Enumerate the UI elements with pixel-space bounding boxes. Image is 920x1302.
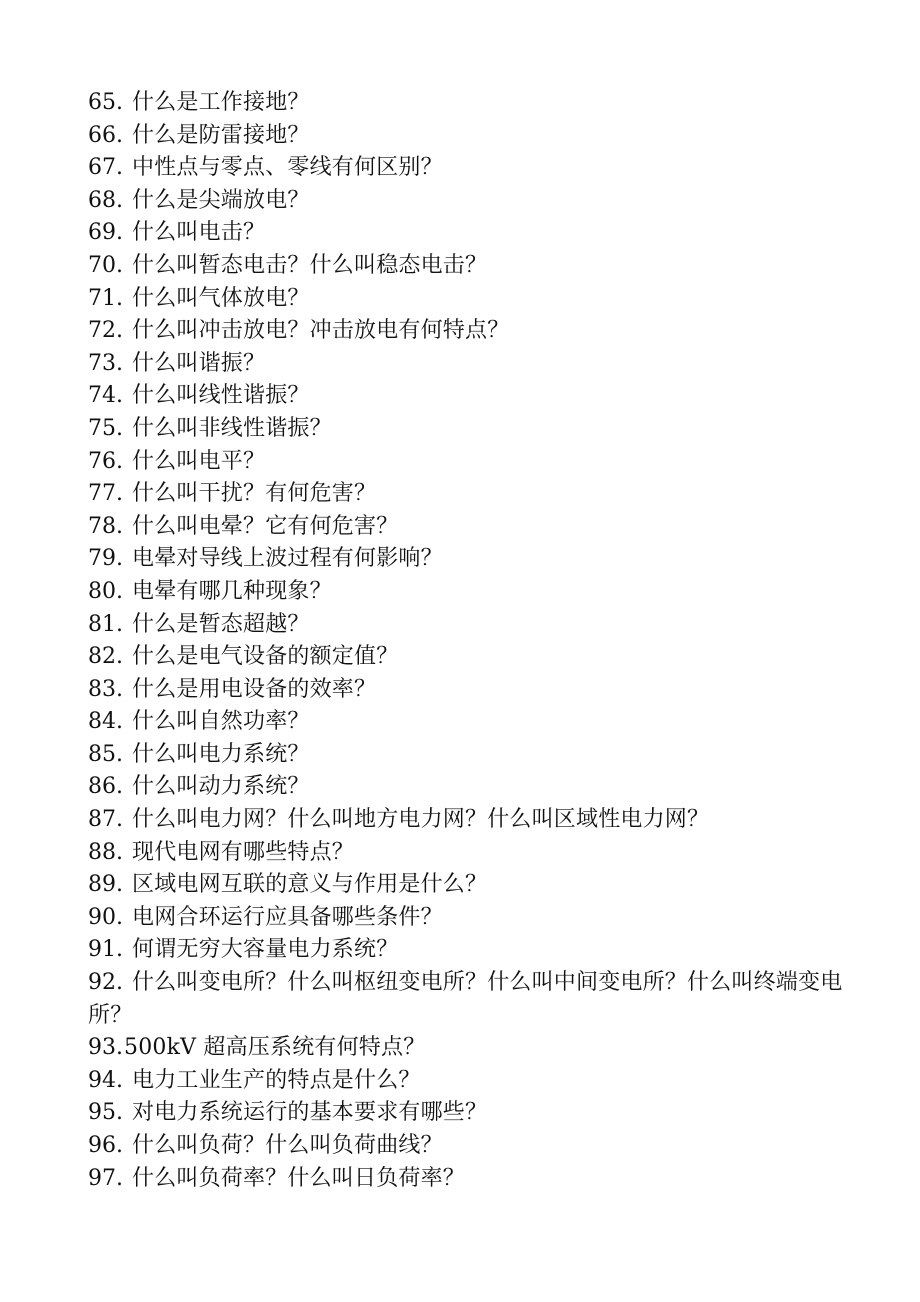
question-text: 什么是电气设备的额定值？ — [132, 644, 399, 670]
question-number: 79. — [88, 546, 123, 572]
question-text: 电晕对导线上波过程有何影响？ — [132, 546, 443, 572]
question-number: 82. — [88, 644, 123, 670]
question-item — [88, 1097, 848, 1130]
question-text: 什么叫负荷？什么叫负荷曲线？ — [132, 1133, 443, 1158]
question-text: 什么叫线性谐振？ — [132, 383, 310, 409]
question-number: 80. — [88, 578, 123, 604]
question-text: 电力工业生产的特点是什么？ — [132, 1067, 421, 1093]
question-number: 65. — [88, 90, 123, 115]
question-item — [88, 543, 848, 576]
question-number: 71. — [88, 285, 123, 311]
question-number: 90. — [88, 904, 123, 930]
question-number: 88. — [88, 839, 123, 865]
question-text: 500kV 超高压系统有何特点？ — [124, 1035, 426, 1061]
question-number: 86. — [88, 774, 123, 800]
question-text: 什么叫非线性谐振？ — [132, 415, 332, 441]
question-text: 什么叫动力系统？ — [132, 774, 310, 800]
question-item — [88, 771, 848, 804]
question-text: 电晕有哪几种现象？ — [132, 578, 332, 604]
question-item — [88, 250, 848, 283]
question-text: 什么是暂态超越？ — [132, 611, 310, 637]
question-text: 什么叫暂态电击？什么叫稳态电击？ — [132, 252, 488, 278]
question-text: 什么叫电击？ — [132, 220, 266, 246]
question-item — [88, 478, 848, 511]
question-number: 87. — [88, 807, 123, 833]
question-item — [88, 120, 848, 153]
question-text: 什么叫电晕？它有何危害？ — [132, 513, 399, 539]
question-number: 78. — [88, 513, 123, 539]
question-text: 什么叫干扰？有何危害？ — [132, 481, 377, 507]
question-number: 81. — [88, 611, 123, 637]
question-number: 69. — [88, 220, 123, 246]
question-number: 72. — [88, 318, 123, 344]
question-item — [88, 348, 848, 381]
question-item — [88, 413, 848, 446]
question-item — [88, 87, 848, 120]
question-number: 77. — [88, 481, 123, 507]
question-item — [88, 609, 848, 642]
question-item — [88, 804, 848, 837]
question-item — [88, 706, 848, 739]
question-text: 现代电网有哪些特点？ — [132, 839, 355, 865]
question-item — [88, 576, 848, 609]
question-number: 96. — [88, 1133, 123, 1158]
question-text: 什么是工作接地？ — [132, 90, 310, 115]
question-item — [88, 380, 848, 413]
question-number: 67. — [88, 155, 123, 181]
question-item — [88, 934, 848, 967]
question-text: 什么是防雷接地？ — [132, 122, 310, 148]
question-item — [88, 283, 848, 316]
question-number: 84. — [88, 709, 123, 735]
question-text: 什么叫自然功率？ — [132, 709, 310, 735]
question-item — [88, 1065, 848, 1098]
question-text: 什么叫电力网？什么叫地方电力网？什么叫区域性电力网？ — [132, 807, 710, 833]
question-number: 83. — [88, 676, 123, 702]
question-text: 何谓无穷大容量电力系统？ — [132, 937, 399, 963]
question-number: 66. — [88, 122, 123, 148]
question-item — [88, 902, 848, 935]
question-text: 什么叫电力系统？ — [132, 741, 310, 767]
question-number: 70. — [88, 252, 123, 278]
question-text: 什么是尖端放电？ — [132, 187, 310, 213]
question-item — [88, 152, 848, 185]
question-number: 74. — [88, 383, 123, 409]
question-number: 89. — [88, 872, 123, 898]
question-item — [88, 511, 848, 544]
question-number: 85. — [88, 741, 123, 767]
question-item — [88, 185, 848, 218]
question-number: 94. — [88, 1067, 123, 1093]
question-number: 92. — [88, 970, 123, 996]
question-text: 什么叫负荷率？什么叫日负荷率？ — [132, 1165, 466, 1191]
question-text: 什么叫谐振？ — [132, 350, 266, 376]
question-number: 91. — [88, 937, 123, 963]
question-item — [88, 1032, 848, 1065]
question-text: 什么叫气体放电？ — [132, 285, 310, 311]
question-item — [88, 446, 848, 479]
question-text: 什么叫电平？ — [132, 448, 266, 474]
question-text: 中性点与零点、零线有何区别？ — [132, 155, 443, 181]
question-number: 73. — [88, 350, 123, 376]
question-item — [88, 315, 848, 348]
question-list — [88, 87, 848, 1195]
question-text: 电网合环运行应具备哪些条件？ — [132, 904, 443, 930]
question-number: 95. — [88, 1100, 123, 1126]
question-text: 对电力系统运行的基本要求有哪些？ — [132, 1100, 488, 1126]
question-number: 75. — [88, 415, 123, 441]
question-item — [88, 739, 848, 772]
question-text: 什么是用电设备的效率？ — [132, 676, 377, 702]
question-item — [88, 1163, 848, 1196]
question-item — [88, 641, 848, 674]
question-text: 区域电网互联的意义与作用是什么？ — [132, 872, 488, 898]
question-number: 68. — [88, 187, 123, 213]
question-text: 什么叫冲击放电？冲击放电有何特点？ — [132, 318, 510, 344]
question-number: 76. — [88, 448, 123, 474]
question-item — [88, 837, 848, 870]
question-number: 97. — [88, 1165, 123, 1191]
question-item — [88, 967, 848, 1032]
question-number: 93. — [88, 1035, 123, 1061]
question-item — [88, 674, 848, 707]
question-item — [88, 869, 848, 902]
question-text: 什么叫变电所？什么叫枢纽变电所？什么叫中间变电所？什么叫终端变电所？ — [88, 970, 843, 1028]
question-item — [88, 1130, 848, 1163]
question-item — [88, 217, 848, 250]
